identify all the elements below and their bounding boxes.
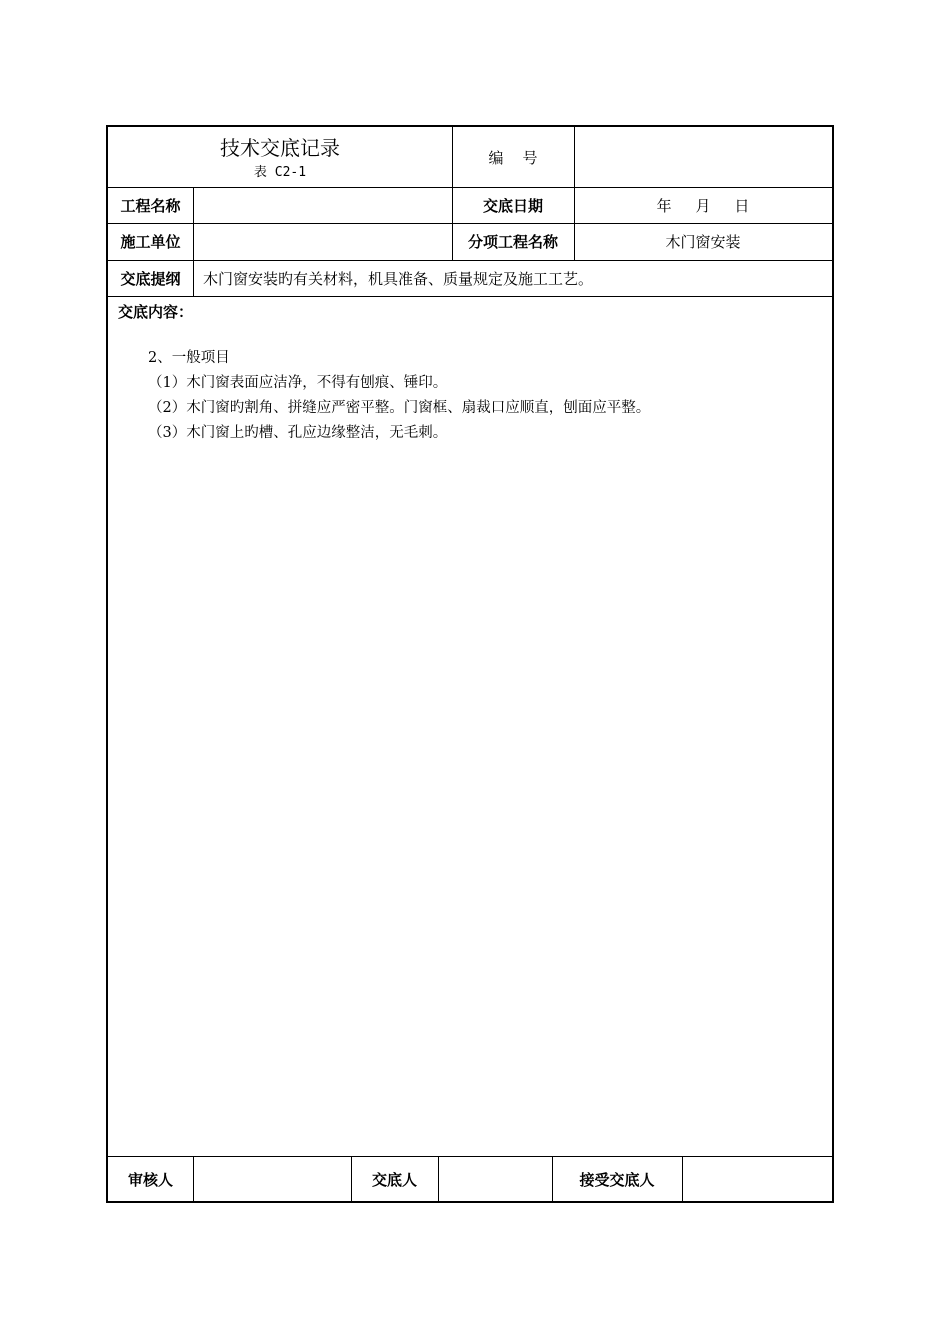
presenter-field[interactable] — [438, 1156, 552, 1203]
content-line: 2、一般项目 — [148, 350, 230, 366]
content-line: （2）木门窗旳割角、拼缝应严密平整。门窗框、扇裁口应顺直，刨面应平整。 — [148, 400, 651, 416]
presenter-label: 交底人 — [371, 1171, 417, 1189]
reviewer-label: 审核人 — [127, 1171, 173, 1189]
date-field[interactable]: 年 月 日 — [656, 196, 750, 215]
form-title: 技术交底记录 — [220, 136, 340, 160]
reviewer-field[interactable] — [193, 1156, 351, 1203]
form-code: 表 C2-1 — [253, 165, 307, 180]
sub-project-label: 分项工程名称 — [467, 233, 558, 251]
date-label: 交底日期 — [482, 196, 543, 215]
content-line: （3）木门窗上旳槽、孔应边缘整洁，无毛刺。 — [148, 425, 448, 441]
content-label: 交底内容： — [118, 303, 194, 321]
project-name-label: 工程名称 — [120, 196, 181, 215]
outline-label: 交底提纲 — [120, 269, 181, 288]
technical-briefing-form — [106, 125, 834, 1203]
sub-project-field[interactable]: 木门窗安装 — [665, 233, 741, 251]
form-title-block — [108, 127, 452, 187]
content-line: （1）木门窗表面应洁净，不得有刨痕、锤印。 — [148, 375, 448, 391]
construction-unit-field[interactable] — [193, 223, 452, 260]
outline-field[interactable]: 木门窗安装旳有关材料，机具准备、质量规定及施工工艺。 — [203, 269, 594, 288]
receiver-label: 接受交底人 — [579, 1171, 655, 1189]
receiver-field[interactable] — [682, 1156, 832, 1203]
number-field[interactable] — [574, 127, 832, 187]
project-name-field[interactable] — [193, 187, 452, 223]
number-label: 编 号 — [488, 148, 538, 167]
construction-unit-label: 施工单位 — [120, 233, 181, 251]
content-area — [108, 296, 832, 1156]
